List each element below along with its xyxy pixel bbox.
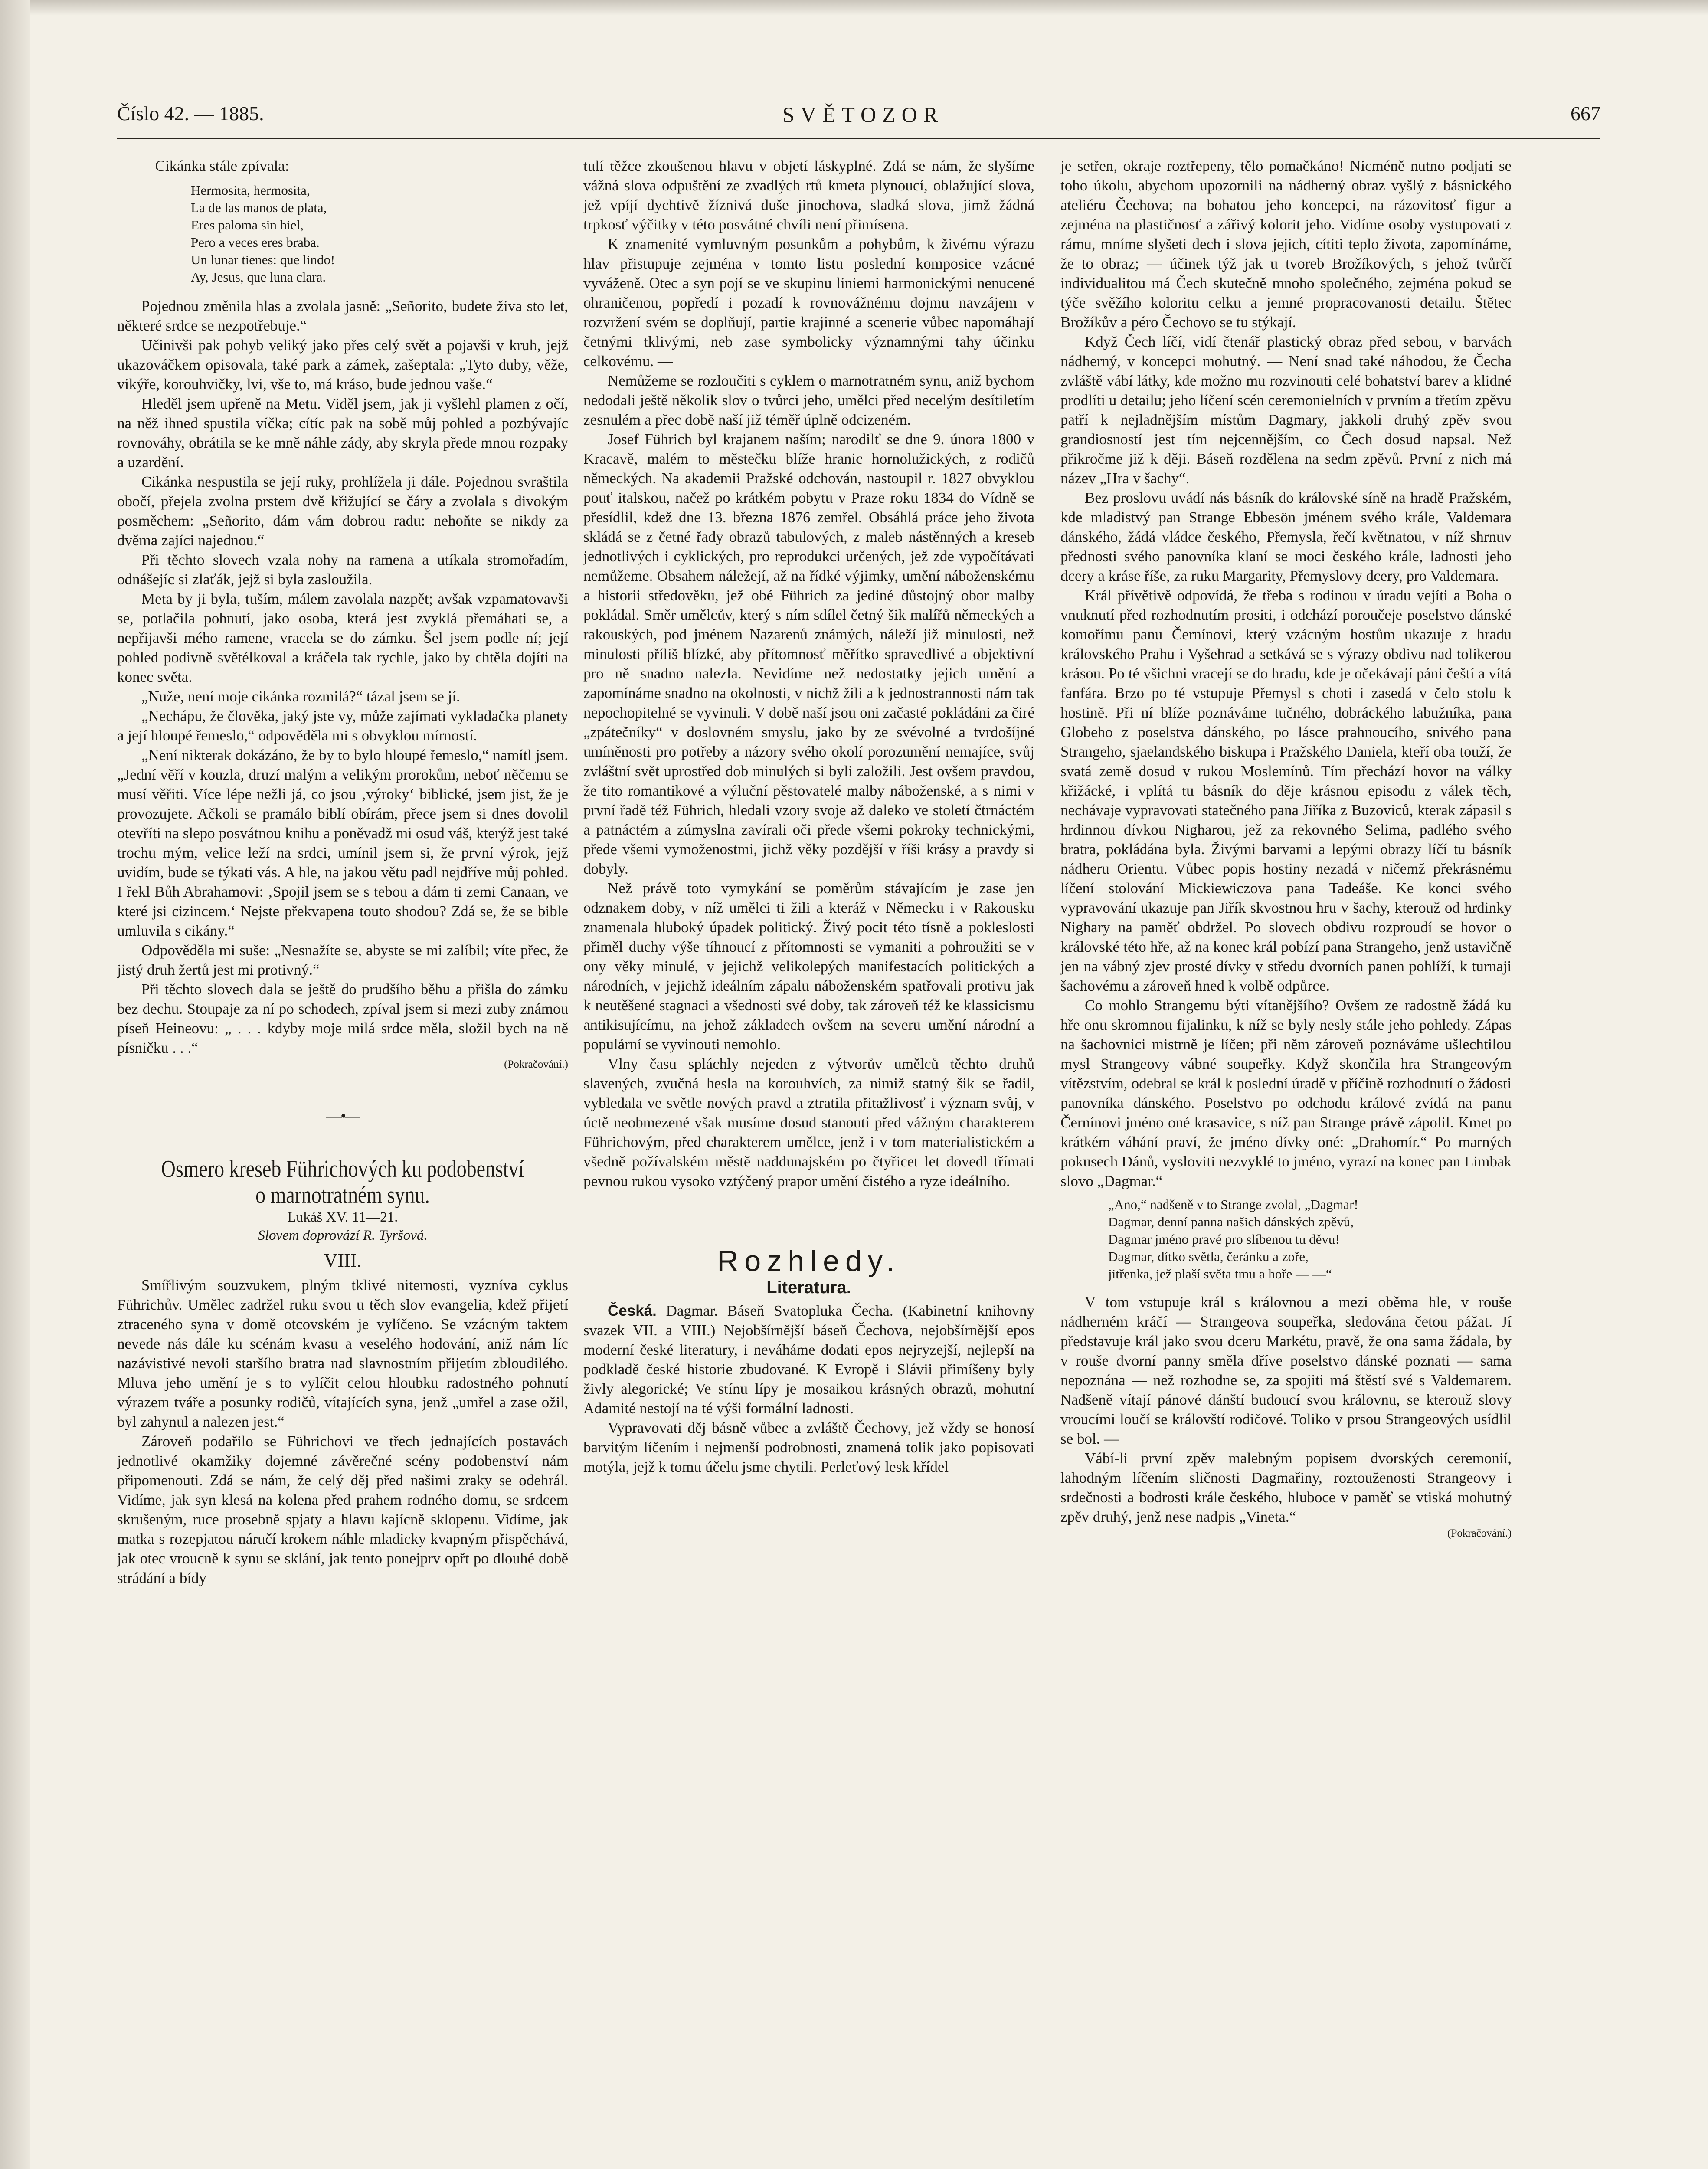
- paragraph: Při těchto slovech dala se ještě do prudšího běhu a přišla do zámku bez dechu. Stoupaje za ní po schodech, zpíval jsem si mezi zuby známou píseň Heineovu: „ . . . kdyby moje milá srdce měla, složil bych na ně písničku . . .“: [117, 981, 568, 1056]
- paragraph: Vlny času spláchly nejeden z výtvorův umělců těchto druhů slavených, zvučná hesla na korouhvích, za nimiž statný šik se řadil, vybledala ve světle nových pravd a ztratila přitažlivosť i význam svůj, v úctě neobmezené však musíme dosud stanouti před vážným charakterem Führichovým, před charakterem umělce, jenž i v tom materialistickém a všedně požívalském městě naddunajském po čtyřicet let dovedl třímati pevnou rukou vysoko vztýčený prapor umění čistého a ryze ideálního.: [583, 1055, 1034, 1189]
- section-separator: —•—: [326, 1107, 359, 1124]
- paragraph: Když Čech líčí, vidí čtenář plastický obraz před sebou, v barvách nádherný, v koncepci mohutný. — Není snad také náhodou, že Čecha zvláště vábí látky, kde možno mu rozvinouti celé bohatství barev a klidné prodlíti u detailu; jeho líčení scén ceremonielních v prvním a třetím zpěvu patří k nejladnějším místům Dagmary, jakkoli druhý zpěv svou grandiosností jest tím nejcennějším, co Čech dosud napsal. Než přikročme již k ději. Báseň rozdělena na sedm zpěvů. První z nich má název „Hra v šachy“.: [1060, 333, 1512, 487]
- poem-line: Pero a veces eres braba.: [191, 235, 320, 250]
- paragraph: V tom vstupuje král s královnou a mezi oběma hle, v rouše nádherném kráčí — Strangeova soupeřka, sledována četou pážat. Jí představuje král jako svou dceru Markétu, pravě, že ona sama žádala, by v rouše dvorní panny směla dříve poselstvo dánské poznati — sama nepoznána — než rozhodne se, za spojiti má štěstí své s Valdemarem. Nadšeně vítají pánové dánští budoucí svou královnu, se kterouž slovy vroucími loučí se královští rodičové. Toliko v prsou Strangeových usídlil se bol. —: [1060, 1294, 1512, 1447]
- review-label: Česká.: [608, 1302, 657, 1319]
- paragraph: Při těchto slovech vzala nohy na ramena a utíkala stromořadím, odnášejíc si zlaťák, jejž si byla zasloužila.: [117, 551, 568, 588]
- journal-title: SVĚTOZOR: [782, 102, 944, 127]
- paragraph: Odpověděla mi suše: „Nesnažíte se, abyste se mi zalíbil; víte přec, že jistý druh žertů jest mi protivný.“: [117, 942, 568, 978]
- article-reference: Lukáš XV. 11—21.: [287, 1209, 398, 1225]
- continued-note: (Pokračování.): [504, 1058, 568, 1070]
- poem-line: Un lunar tienes: que lindo!: [191, 252, 335, 267]
- paragraph: Král přívětivě odpovídá, že třeba s rodinou v úradu vejíti a Boha o vnuknutí před rozhodnutím prositi, i odchází poroučeje poselstvo dánské komořímu panu Černínovi, který vzácným hostům ukazuje z hradu královského Prahu i Vyšehrad a setkává se s výrazy obdivu nad tolikerou krásou. Po té všichni vracejí se do hradu, kde je očekávají páni čeští a vítá fanfára. Brzo po té vstupuje Přemysl s choti i zasedá v čelo stolu k hostině. Při ní blíže poznáváme tučného, dobráckého labužníka, pana Globeho z poselstva dánského, po lásce prahnoucího, snivého pana Strangeho, sjaelandského biskupa i Pražského Daniela, kteří oba touží, že svatá země dosud v rukou Moslemínů. Tím přechází hovor na války křižácké, i vplítá tu básník do děje krásnou episodu z válek těch, nechávaje vypravovati statečného pana Jiříka z Buzoviců, kterak zápasil s hrdinnou dívkou Nigharou, jež za rekovného Selima, padlého svého bratra, pokládána byla. Živými barvami a lepými obrazy líčí tu básník nádheru Orientu. Vůbec popis hostiny nezadá v ničemž překrásnému líčení stolování Mickiewiczova pana Tadeáše. Ke konci svého vypravování ukazuje pan Jiřík skvostnou hru v šachy, kterouž od hrdinky Nighary na paměť obdržel. Po slovech obdivu rozproudí se hovor o královské této hře, až na konec král pobízí pana Strangeho, jenž ustavičně jen na vábný zjev prosté dívky v středu dvorních panen pohlíží, k turnaji šachovému a zároveň hned k volbě odpůrce.: [1060, 587, 1512, 994]
- verse-line: „Ano,“ nadšeně v to Strange zvolal, „Dagmar!: [1108, 1197, 1358, 1212]
- poem-line: Hermosita, hermosita,: [191, 183, 310, 198]
- article-number: VIII.: [324, 1250, 362, 1271]
- verse-line: Dagmar, denní panna našich dánských zpěvů,: [1108, 1214, 1354, 1229]
- paragraph: Než právě toto vymykání se poměrům stávajícím je zase jen odznakem doby, v níž umělci ti žili a kteráž v Německu i v Rakousku znamenala hluboký úpadek politický. Živý pocit této tísně a pokleslosti přiměl duchy výše tíhnoucí z přítomnosti se vymaniti a pohroužiti se v ony věky minulé, v jejichž velikolepých manifestacích politických a národních, v jejichž ideálním zápalu náboženském spatřovali protivu jak k neutěšené stagnaci a všednosti své doby, tak zároveň též ke klassicismu antikisujícímu, na jehož základech ovšem na severu umění národní a populární se vyvinouti nemohlo.: [583, 880, 1034, 1053]
- paragraph: Meta by ji byla, tuším, málem zavolala nazpět; avšak vzpamatovavši se, potlačila pohnutí, jako osoba, která jest zvyklá přemáhati se, a nepřijavši mého ramene, vracela se do zámku. Šel jsem podle ní; její pohled podivně světélkoval a kráčela tak rychle, jako by chtěla dojíti na konec světa.: [117, 590, 568, 685]
- paragraph: Josef Führich byl krajanem naším; narodilť se dne 9. února 1800 v Kracavě, malém to městečku blíže hranic hornolužických, z rodičů německých. Na akademii Pražské odchován, nastoupil r. 1827 obvyklou pouť italskou, načež po krátkém pobytu v Praze roku 1834 do Vídně se přesídlil, kdež dne 13. března 1876 zemřel. Obsáhlá práce jeho života skládá se z četné řady obrazů tabulových, z maleb nástěnných a kreseb jednotlivých i cyklických, pro reprodukci určených, jež zde vypočítávati nemůžeme. Obsahem náležejí, až na řídké výjimky, umění náboženskému a historii středověku, jež obé Führich za jediné důstojný obor malby pokládal. Směr umělcův, který s ním sdílel četný šik malířů německých a rakouských, pod jménem Nazarenů známých, náleží již minulosti, než minulosti příliš blízké, aby přítomnosť měřítko spravedlivé a objektivní pro ně snadno nalezla. Nevidíme než nedostatky jejich umění a zapomínáme snadno na okolnosti, v nichž žili a k jednostrannosti nám tak nepochopitelné se vyvinuli. V době naší jsou oni začasté pokládáni za čiré „zpátečníky“ v doslovném smyslu, jako by ze svévolné a tvrdošíjné umíněnosti pro potřeby a názory svého okolí porozumění nemajíce, svůj zvláštní svět uprostřed dob minulých si byli založili. Jest ovšem pravdou, že tito romantikové a výluční pěstovatelé malby náboženské, a s nimi v první řadě též Führich, hledali vzory svoje až daleko ve století čtrnáctém a patnáctém a zúmyslna zavírali oči přede všemi pokroky technickými, přede všemi vymoženostmi, jichž věky pozdější v říši krásy a pravdy si dobyly.: [583, 431, 1034, 877]
- paragraph: Zároveň podařilo se Führichovi ve třech jednajících postavách jednotlivé okamžiky dojemné závěrečné scény podobenství nám připomenouti. Zdá se nám, že celý děj před našimi zraky se odehrál. Vidíme, jak syn klesá na kolena před prahem rodného domu, se srdcem skrušeným, ruce prosebně spjaty a hlavu kajícně sklopenu. Vidíme, jak matka s rozepjatou náručí krokem náhle mladicky kvapným přispěchává, jak otec vroucně k synu se sklání, jak tento ponejprv opřt po dlouhé době strádání a bídy: [117, 1433, 568, 1586]
- verse-line: jitřenka, jež plaší světa tmu a hoře — —“: [1108, 1266, 1332, 1281]
- paragraph: Co mohlo Strangemu býti vítanějšího? Ovšem ze radostně žádá ku hře onu skromnou fijalinku, k níž se byly nesly stále jeho pohledy. Zápas na šachovnici mistrně je líčen; při něm zároveň poznáváme ušlechtilou mysl Strangeovy vábné soupeřky. Když skončila hra Strangeovým vítězstvím, odebral se král k poslední úradě v příčině rozhodnutí o žádosti panovníka dánského. Poselstvo po odchodu králové zvídá na panu Černínovi jméno oné krasavice, s níž pan Strange právě zápolil. Kmet po krátkém váhání praví, že jméno dívky oné: „Drahomír.“ Po marných pokusech Dánů, vysloviti nezvyklé to jméno, vyrazí na konec pan Limbak slovo „Dagmar.“: [1060, 997, 1512, 1189]
- scan-shadow: [30, 0, 1708, 16]
- paragraph: je setřen, okraje roztřepeny, tělo pomačkáno! Nicméně nutno podjati se toho úkolu, abychom upozornili na nádherný obraz vyšlý z básnického ateliéru Čechova; na bohatou jeho koncepci, na rázovitosť figur a zejména na plastičnosť a zářivý kolorit jeho. Vidíme osoby vystupovati z rámu, mníme slyšeti dech i slova jejich, cítiti teplo života, zapomínáme, že to obraz; — účinek týž jak u tvoreb Brožíkových, s jehož tvůrčí individualitou má Čech skutečně mnoho společného, zejména pokud se týče svěžího koloritu celku a jemné propracovanosti detailu. Štětec Brožíkův a péro Čechovo se tu stýkají.: [1060, 157, 1512, 331]
- paragraph: Učinivši pak pohyb veliký jako přes celý svět a pojavši v kruh, jejž ukazováčkem opisovala, také park a zámek, zašeptala: „Tyto duby, věže, vikýře, korouhvičky, lvi, vše to, má kráso, bude jednou vaše.“: [117, 337, 568, 393]
- spanish-poem: [191, 182, 568, 286]
- quoted-verse: [1108, 1196, 1512, 1283]
- paragraph: Pojednou změnila hlas a zvolala jasně: „Señorito, budete živa sto let, některé srdce se nezpotřebuje.“: [117, 298, 568, 334]
- paragraph: „Nuže, není moje cikánka rozmilá?“ tázal jsem se jí.: [141, 688, 460, 705]
- issue-number: Číslo 42. — 1885.: [117, 102, 264, 125]
- poem-line: La de las manos de plata,: [191, 200, 327, 215]
- paragraph: „Nechápu, že člověka, jaký jste vy, může zajímati vykladačka planety a její hloupé řemeslo,“ odpověděla mi s obvyklou mírností.: [117, 708, 568, 744]
- paragraph: Nemůžeme se rozloučiti s cyklem o marnotratném synu, aniž bychom nedodali ještě několik slov o tvůrci jeho, umělci před necelým desítiletím zesnulém a přec době naší již téměř úplně odcizeném.: [583, 372, 1034, 428]
- section-heading: Rozhledy.: [717, 1245, 901, 1278]
- article-author: Slovem doprovází R. Tyršová.: [258, 1228, 428, 1243]
- poem-line: Eres paloma sin hiel,: [191, 217, 304, 233]
- article-title: Osmero kreseb Führichových ku podobenství: [161, 1156, 524, 1183]
- paragraph: Bez proslovu uvádí nás básník do královské síně na hradě Pražském, kde mladistvý pan Strange Ebbesön jménem svého krále, Valdemara dánského, žádá vládce českého, Přemysla, řečí květnatou, v níž shrnuv přednosti svého panovníka klaní se moci českého krále, ladnosti jeho dcery a kráse říše, za ruku Margarity, Přemyslovy dcery, pro Valdemara.: [1060, 489, 1512, 584]
- column-3: [1060, 156, 1512, 1540]
- subsection-heading: Literatura.: [766, 1278, 851, 1297]
- column-1: [117, 156, 568, 1588]
- paragraph: Vábí-li první zpěv malebným popisem dvorských ceremonií, lahodným líčením sličnosti Dagmařiny, roztouženosti Strangeovy i srdečnosti a bodrosti krále českého, hluboce v paměť se vtiská mohutný zpěv druhý, jenž nese nadpis „Vineta.“: [1060, 1450, 1512, 1525]
- paragraph: K znamenité vymluvným posunkům a pohybům, k živému výrazu hlav přistupuje zejména v tomto listu poslední komposice vzácné vyváženě. Otec a syn pojí se ve skupinu liniemi harmonickými nenucené ohraničenou, popředí i pozadí k rovnovážnému dojmu navzájem v rozvržení svém se doplňují, partie krajinné a scenerie vůbec napomáhají četnými tklivými, neb zase symbolicky významnými tahy účinku celkovému. —: [583, 236, 1034, 370]
- paragraph: „Není nikterak dokázáno, že by to bylo hloupé řemeslo,“ namítl jsem. „Jední věří v kouzla, druzí malým a velikým prorokům, neboť něčemu se musí věřiti. Více lépe nežli já, co jsou ‚výroky‘ biblické, jsem jist, že je provozujete. Ačkoli se pramálo biblí obírám, přece jsem si dnes dovolil otevříti na slepo posvátnou knihu a poněvadž mi osud váš, kterýž jest také trochu mým, velice leží na srdci, umínil jsem si, že první výrok, jejž uvidím, bude se týkati vás. A hle, na jakou větu padl nejdříve můj pohled. I řekl Bůh Abrahamovi: ‚Spojil jsem se s tebou a dám ti zemi Canaan, ve které jsi cizincem.‘ Nejste překvapena touto shodou? Zdá se, že se bible umluvila s cikány.“: [117, 747, 568, 939]
- review-text: Dagmar. Báseň Svatopluka Čecha. (Kabinetní knihovny svazek VII. a VIII.) Nejobšírnější báseň Čechova, nejobšírnější epos moderní české literatury, i neváháme dodati epos nejryzejší, nejlepší na podkladě české historie zbudované. K Evropě i Slávii přimíšeny byly živly alegorické; Ve stínu lípy je mosaikou krásných obrazů, mohutní Adamité nestojí na té výši formální ladnosti.: [583, 1302, 1034, 1417]
- paragraph: tulí těžce zkoušenou hlavu v objetí láskyplné. Zdá se nám, že slyšíme vážná slova odpuštění ze zvadlých rtů kmeta plynoucí, oblažující slova, jež vpíjí dychtivě žíznivá duše jinochova, sladká slova, jimž žádná trpkosť výčitky v této posvátné chvíli není přimísena.: [583, 157, 1034, 233]
- paragraph: Hleděl jsem upřeně na Metu. Viděl jsem, jak ji vyšlehl plamen z očí, na něž ihned spustila víčka; cítíc pak na sobě můj pohled a pozbývajíc rovnováhy, obrátila se ke mně náhle zády, aby skryla přede mnou rozpaky a uzardění.: [117, 395, 568, 471]
- verse-line: Dagmar, dítko světla, čeránku a zoře,: [1108, 1249, 1309, 1264]
- paragraph: Cikánka nespustila se její ruky, prohlížela ji dále. Pojednou svraštila obočí, přejela zvolna prstem dvě křižující se čáry a zvolala s divokým posměchem: „Señorito, dám vám dobrou radu: nehoňte se nikdy za dvěma zajíci najednou.“: [117, 473, 568, 549]
- intro-line: Cikánka stále zpívala:: [155, 157, 289, 174]
- verse-line: Dagmar jméno pravé pro slíbenou tu děvu!: [1108, 1232, 1340, 1247]
- paragraph: Smířlivým souzvukem, plným tklivé niternosti, vyzníva cyklus Führichův. Umělec zadržel ruku svou u těch slov evangelia, kdež přijetí ztraceného syna v domě otcovském je vylíčeno. Se vzácným taktem nevede nás dále ku scénám kvasu a veselého hodování, aniž nám líc nazávistivé nevoli staršího bratra nad slavnostním přijetím zbloudilého. Mluva jeho umění je s to vylíčit celou hloubku radostného pohnutí výrazem tváře a posunky rodičů, vítajících syna, jenž „umřel a zase ožil, byl zahynul a nalezen jest.“: [117, 1277, 568, 1430]
- poem-line: Ay, Jesus, que luna clara.: [191, 269, 326, 285]
- page-header: [117, 102, 1600, 141]
- article-title-2: o marnotratném synu.: [255, 1182, 430, 1209]
- scan-edge: [0, 0, 30, 2169]
- column-2: [583, 156, 1034, 1477]
- header-rule: [117, 138, 1600, 144]
- paragraph: Vypravovati děj básně vůbec a zvláště Čechovy, jež vždy se honosí barvitým líčením i nejmenší podrobnosti, znamená tolik jako popisovati motýla, jejž k tomu účelu jsme chytili. Perleťový lesk křídel: [583, 1419, 1034, 1475]
- continued-note: (Pokračování.): [1447, 1527, 1512, 1539]
- page-number: 667: [1571, 102, 1600, 125]
- review-paragraph: [583, 1301, 1034, 1418]
